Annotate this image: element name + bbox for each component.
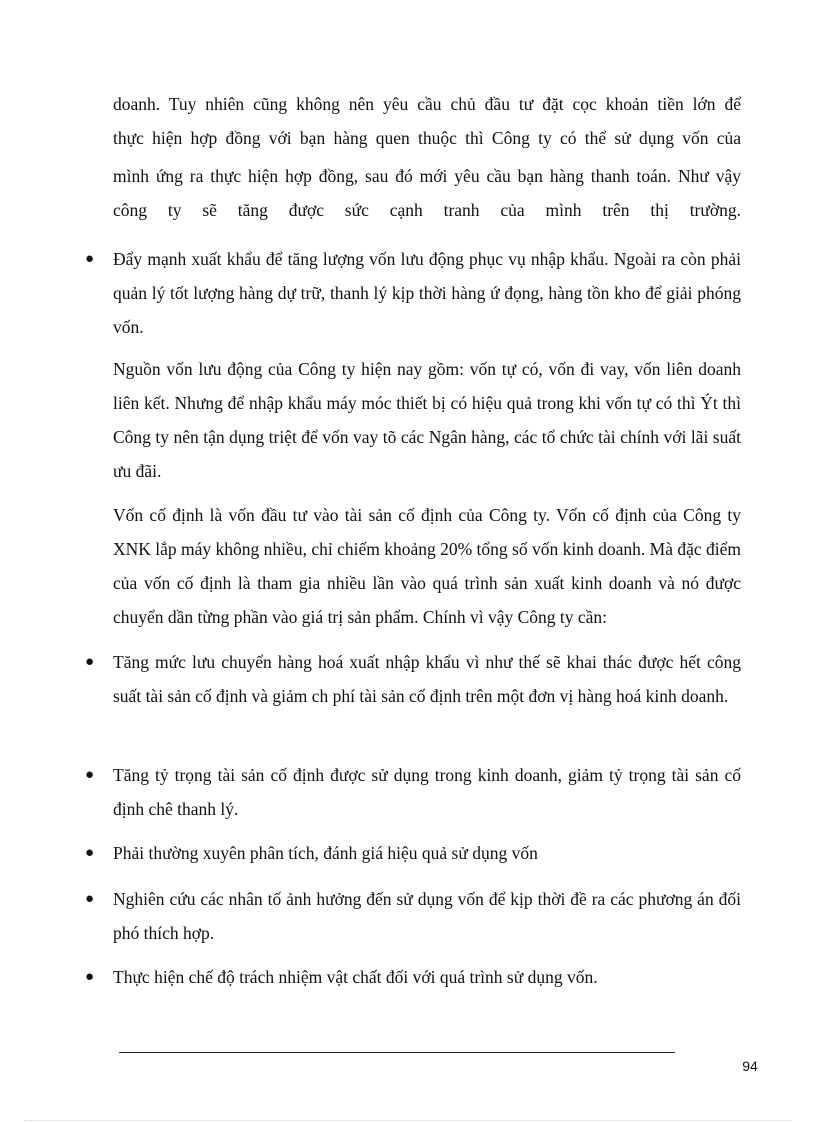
page-edge-divider: [24, 1120, 792, 1121]
paragraph-1-line: thực hiện hợp đồng với bạn hàng quen thuộc thì Công ty có thể sử dụng vốn của: [113, 128, 741, 148]
list-item: [85, 645, 741, 713]
bullet-icon: ●: [85, 767, 95, 783]
bullet-icon: ●: [85, 969, 95, 985]
list-item-text: Đẩy mạnh xuất khẩu để tăng lượng vốn lưu động phục vụ nhập khẩu. Ngoài ra còn phải quản lý tốt lượng hàng dự trữ, thanh lý kịp thời hàng ứ đọng, hàng tồn kho để giải phóng vốn.: [113, 249, 741, 337]
list-item-text: Thực hiện chế độ trách nhiệm vật chất đối với quá trình sử dụng vốn.: [113, 967, 598, 987]
list-item: [85, 242, 741, 344]
bullet-icon: ●: [85, 654, 95, 670]
list-item: [85, 960, 741, 994]
page-number: 94: [742, 1058, 758, 1074]
list-item: [85, 882, 741, 950]
list-item-text: Tăng tỷ trọng tài sản cố định được sử dụng trong kinh doanh, giảm tỷ trọng tài sản cố định chê thanh lý.: [113, 765, 741, 819]
paragraph-3: Vốn cố định là vốn đầu tư vào tài sản cố định của Công ty. Vốn cố định của Công ty XNK lắp máy không nhiều, chỉ chiếm khoảng 20% tổng số vốn kinh doanh. Mà đặc điểm của vốn cố định là tham gia nhiều lần vào quá trình sản xuất kinh doanh và nó được chuyển dần từng phần vào giá trị sản phẩm. Chính vì vậy Công ty cần:: [113, 505, 741, 627]
footer-divider: [119, 1052, 675, 1053]
paragraph-1-line: mình ứng ra thực hiện hợp đồng, sau đó mới yêu cầu bạn hàng thanh toán. Như vậy: [113, 166, 741, 186]
bullet-icon: ●: [85, 891, 95, 907]
list-item: [85, 836, 741, 870]
bullet-icon: ●: [85, 845, 95, 861]
paragraph-1: [113, 87, 741, 227]
paragraph-1-line: doanh. Tuy nhiên cũng không nên yêu cầu chủ đầu tư đặt cọc khoản tiền lớn để: [113, 94, 741, 114]
paragraph-1-line: công ty sẽ tăng được sức cạnh tranh của mình trên thị trường.: [113, 200, 741, 220]
bullet-icon: ●: [85, 251, 95, 267]
list-item-text: Phải thường xuyên phân tích, đánh giá hiệu quả sử dụng vốn: [113, 843, 538, 863]
list-item: [85, 758, 741, 826]
list-item-text: Nghiên cứu các nhân tố ảnh hưởng đến sử dụng vốn để kịp thời đề ra các phương án đối phó thích hợp.: [113, 889, 741, 943]
list-item-text: Tăng mức lưu chuyển hàng hoá xuất nhập khẩu vì như thế sẽ khai thác được hết công suất tài sản cố định và giảm ch phí tài sản cố định trên một đơn vị hàng hoá kinh doanh.: [113, 652, 741, 706]
paragraph-2: Nguồn vốn lưu động của Công ty hiện nay gồm: vốn tự có, vốn đi vay, vốn liên doanh liên kết. Nhưng để nhập khẩu máy móc thiết bị có hiệu quả trong khi vốn tự có thì Ýt thì Công ty nên tận dụng triệt để vốn vay tõ các Ngân hàng, các tổ chức tài chính với lãi suất ưu đãi.: [113, 359, 741, 481]
